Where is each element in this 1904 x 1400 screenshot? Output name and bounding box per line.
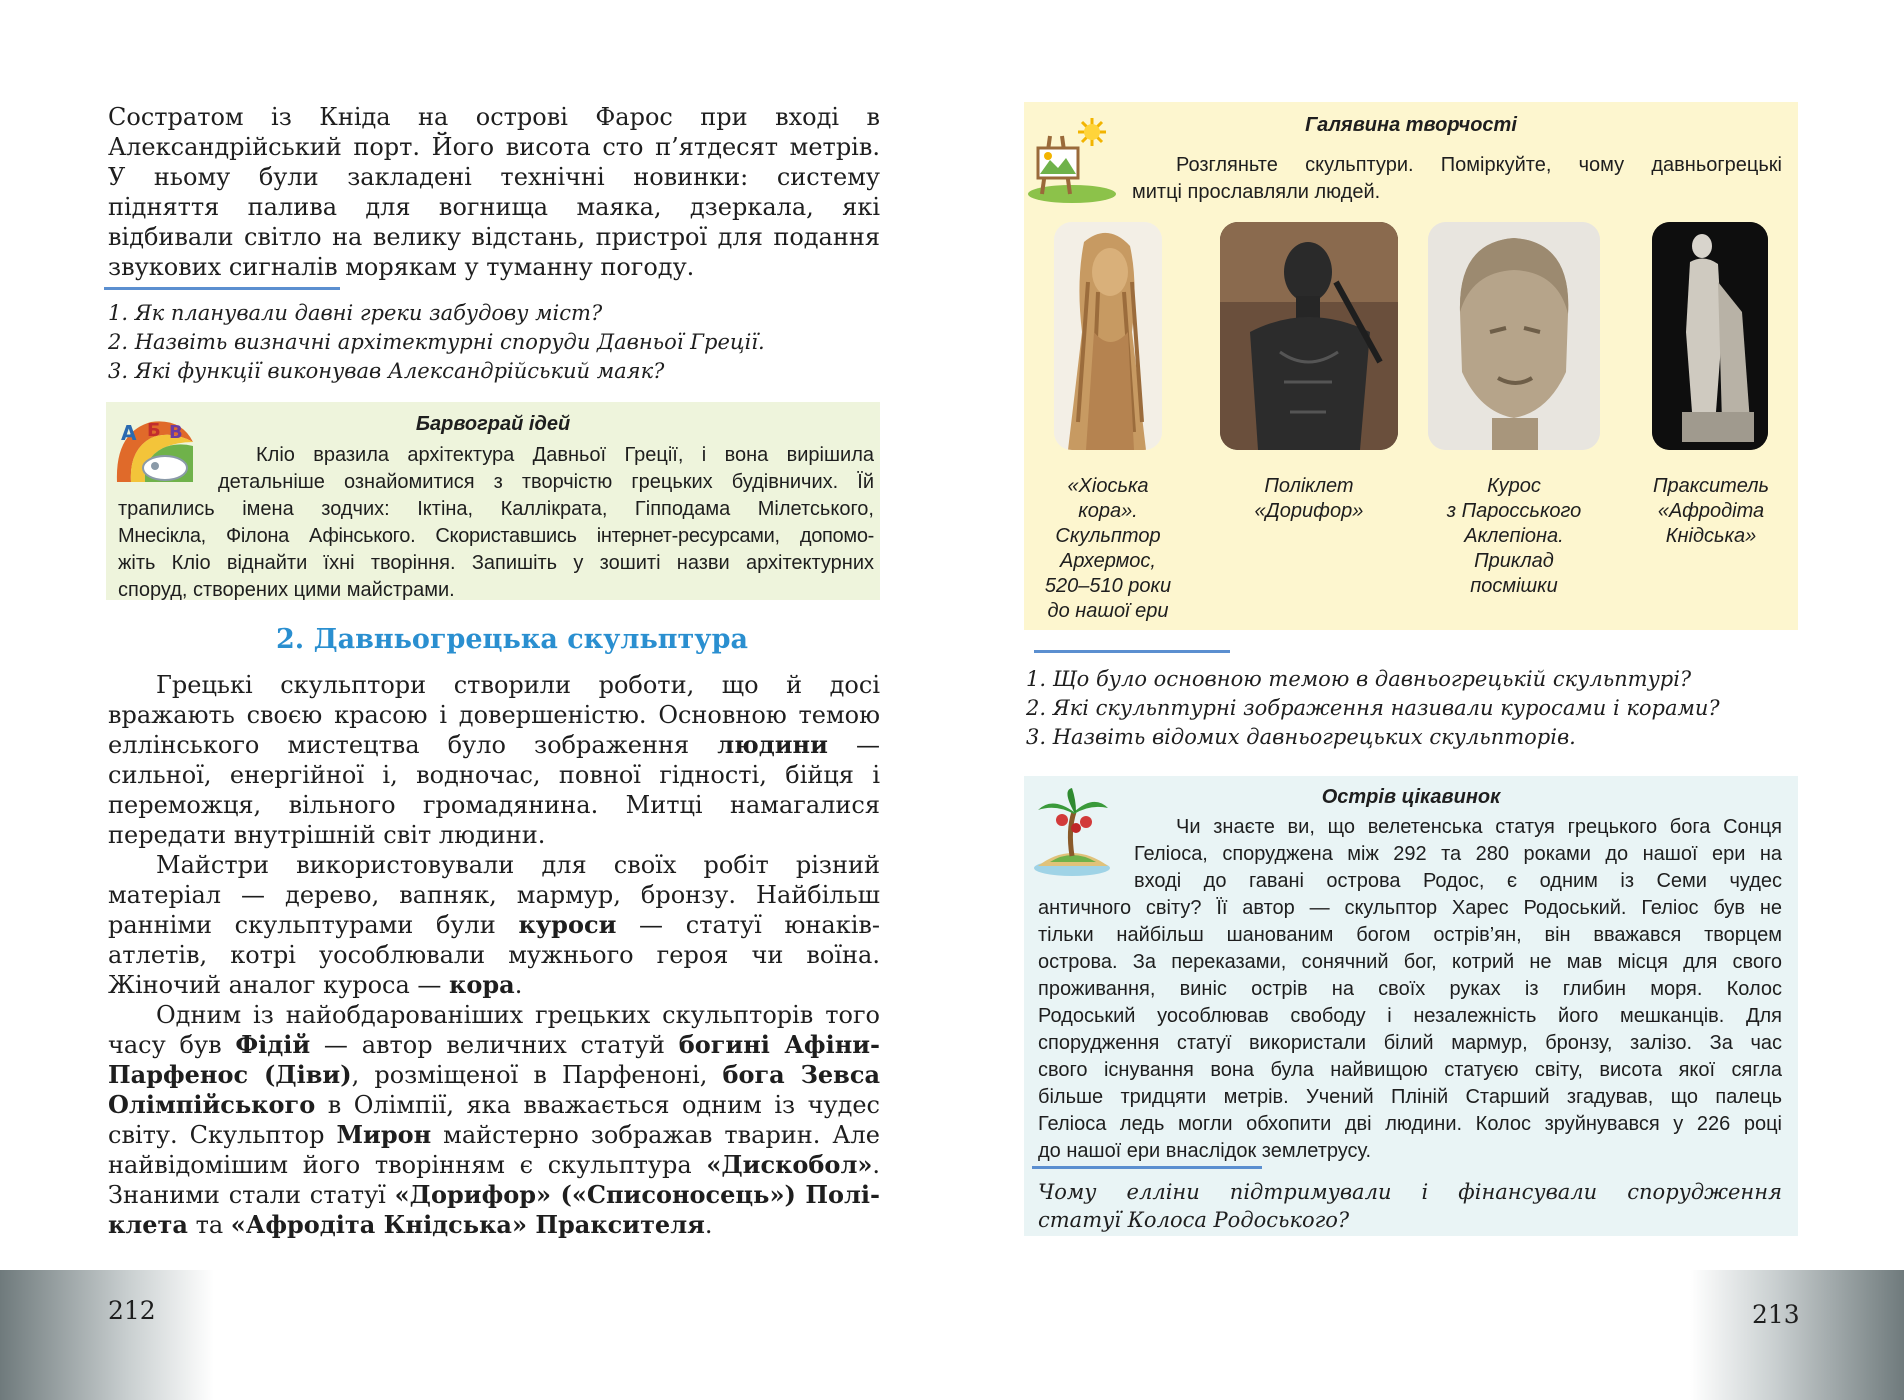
bold-term: богині Афіни-Парфенос (Діви)	[108, 1030, 881, 1089]
text-line: Кліо вразила архітектура Давньої Греції, і вона вирішила	[256, 444, 874, 466]
caption-line: кора».	[1078, 500, 1138, 522]
text-line: Чи знаєте ви, що велетенська статуя грецького бога Сонця	[1176, 816, 1782, 838]
text-line: Геліоса, споруджена між 292 та 280 роками до нашої ери на	[1134, 843, 1782, 865]
text-line: жіть Кліо віднайти їхні творіння. Запишіть у зошиті назви архітектурних	[118, 552, 874, 574]
paragraph	[108, 1000, 880, 1240]
main-text	[108, 670, 880, 1240]
bold-term: Мирон	[336, 1120, 432, 1149]
bold-term: бога Зевса Олімпійського	[108, 1060, 880, 1119]
page-footer-band	[1690, 1270, 1904, 1400]
box-title: Галявина творчості	[1305, 114, 1517, 136]
text-line: Состратом із Кніда на острові Фарос при вході в	[108, 103, 880, 131]
box-text	[1132, 152, 1782, 206]
kouros-statue-image	[1428, 222, 1600, 450]
text-line: Чому елліни підтримували і фінансували спорудження	[1038, 1180, 1782, 1204]
statue-caption	[1038, 474, 1178, 624]
text-run: — статуї юнаків-атлетів, котрі уособлювали мужнього героя чи воїна. Жіночий аналог куроса —	[108, 911, 881, 999]
statue-caption	[1429, 474, 1599, 599]
question: 1. Як планували давні греки забудову міст?	[108, 301, 603, 325]
caption-line: Кнідська»	[1665, 525, 1757, 547]
text-run: — автор величних статуй	[310, 1031, 679, 1059]
caption-line: «Дорифор»	[1254, 500, 1364, 522]
text-run: Одним із найобдарованіших грецьких скульпторів того часу був	[108, 1001, 880, 1059]
caption-line: Курос	[1487, 475, 1541, 497]
text-run: та	[187, 1211, 231, 1239]
text-run: .	[704, 1211, 713, 1239]
caption-line: 520–510 роки	[1044, 575, 1172, 597]
creativity-box	[1024, 102, 1798, 630]
curiosities-box	[1024, 776, 1798, 1236]
text-run: Майстри використовували для своїх робіт різний матеріал — дерево, вапняк, мармур, бронзу. Найбільш ранніми скульптурами були	[108, 851, 880, 939]
text-line: Геліоса ледь могли обхопити дві людини. Колос зруйнувався у 226 році	[1038, 1113, 1782, 1135]
bold-term: куроси	[518, 910, 617, 939]
text-line: спорудження статуї використали білий мармур, бронзу, залізо. За час	[1038, 1032, 1782, 1054]
text-line: до нашої ери внаслідок землетрусу.	[1038, 1140, 1372, 1162]
text-line: тільки найбільш шанованим богом острів’ян, він вважався творцем	[1038, 924, 1782, 946]
text-line: статуї Колоса Родоського?	[1038, 1208, 1350, 1232]
caption-line: Поліклет	[1264, 475, 1354, 497]
caption-line: Скульптор	[1055, 525, 1161, 547]
text-line: звукових сигналів морякам у туманну погоду.	[108, 253, 695, 281]
text-line: більше тридцяти метрів. Учений Пліній Старший згадував, що палець	[1038, 1086, 1782, 1108]
text-line: митці прославляли людей.	[1132, 181, 1381, 203]
question: 2. Які скульптурні зображення називали куросами і корами?	[1026, 696, 1720, 720]
box-title: Острів цікавинок	[1321, 786, 1501, 808]
text-line: споруд, створених цими майстрами.	[118, 579, 455, 601]
box-question	[1038, 1178, 1782, 1234]
paragraph	[108, 850, 880, 1000]
statue-caption	[1224, 474, 1394, 524]
text-line: трапились імена зодчих: Іктіна, Каллікрата, Гіпподама Мілетського,	[118, 498, 874, 520]
text-line: Мнесікла, Філона Афінського. Скориставшись інтернет-ресурсами, допомо-	[118, 525, 874, 547]
divider	[1034, 650, 1230, 653]
text-run: , розміщеної в Парфеноні,	[351, 1061, 723, 1089]
caption-line: посмішки	[1470, 575, 1558, 597]
divider	[104, 287, 340, 290]
bold-term: людини	[717, 730, 828, 759]
page-number: 212	[108, 1296, 156, 1325]
text-run: . Знаними стали статуї	[108, 1151, 880, 1209]
text-line: Александрійський порт. Його висота сто п’ятдесят метрів.	[108, 133, 880, 161]
svg-text:А: А	[121, 421, 137, 445]
caption-line: до нашої ери	[1047, 600, 1169, 622]
page-footer-band	[0, 1270, 214, 1400]
kore-statue-image	[1054, 222, 1162, 450]
divider	[1032, 1166, 1262, 1169]
text-line: Родоський уособлював свободу і незалежність його мешканців. Для	[1038, 1005, 1782, 1027]
text-run: Грецькі скульптори створили роботи, що й досі вражають своєю красою і довершеністю. Основною темою еллінського мистецтва було зображення	[108, 671, 880, 759]
question: 2. Назвіть визначні архітектурні споруди Давньої Греції.	[108, 330, 765, 354]
bold-term: кора	[449, 970, 515, 999]
caption-line: «Афродіта	[1657, 500, 1765, 522]
text-run: в Олімпії, яка вважається одним із чудес світу. Скульптор	[108, 1091, 880, 1149]
bold-term: «Дискобол»	[706, 1150, 873, 1179]
caption-line: Приклад	[1474, 550, 1554, 572]
svg-text:Б: Б	[147, 420, 161, 441]
box-text	[1038, 814, 1782, 1165]
text-line: проживання, виніс острів на своїх руках із глибин моря. Колос	[1038, 978, 1782, 1000]
caption-line: «Хіоська	[1067, 475, 1149, 497]
statue-caption	[1634, 474, 1788, 549]
caption-line: Аклепіона.	[1464, 525, 1564, 547]
text-line: детальніше ознайомитися з творчістю грецьких будівничих. Їй	[218, 471, 874, 493]
text-line: свого існування вона була найвищою статуєю світу, висота якої сягла	[1038, 1059, 1782, 1081]
intro-paragraph	[108, 102, 880, 282]
text-line: Розгляньте скульптури. Поміркуйте, чому давньогрецькі	[1176, 154, 1782, 176]
text-line: відбивали світло на велику відстань, пристрої для подання	[108, 223, 880, 251]
review-questions	[1026, 665, 1720, 752]
bold-term: «Дорифор» («Списоносець») Полі-клета	[108, 1180, 880, 1239]
question: 3. Назвіть відомих давньогрецьких скульпторів.	[1026, 725, 1576, 749]
right-page	[952, 0, 1904, 1400]
bold-term: «Афродіта Кнідська» Праксителя	[230, 1210, 705, 1239]
svg-text:В: В	[169, 422, 183, 443]
question: 3. Які функції виконував Александрійський маяк?	[108, 359, 665, 383]
text-line: вході до гавані острова Родос, є одним із Семи чудес	[1134, 870, 1782, 892]
question: 1. Що було основною темою в давньогрецькій скульптурі?	[1026, 667, 1692, 691]
text-run: .	[514, 971, 523, 999]
text-line: У ньому були закладені технічні новинки: систему	[108, 163, 880, 191]
box-title: Барвограй ідей	[415, 413, 571, 435]
text-line: острова. За переказами, сонячний бог, котрий не мав місця для свого	[1038, 951, 1782, 973]
ideas-box	[106, 402, 880, 600]
page-number: 213	[1752, 1300, 1800, 1329]
text-line: античного світу? Її автор — скульптор Харес Родоський. Геліос був не	[1038, 897, 1782, 919]
review-questions	[108, 299, 765, 386]
doryphoros-statue-image	[1220, 222, 1398, 450]
text-run: майстерно зображав тварин. Але найвідомішим його творінням є скульптура	[108, 1121, 881, 1179]
text-line: підняття палива для вогнища маяка, дзеркала, які	[108, 193, 880, 221]
bold-term: Фідій	[235, 1030, 311, 1059]
paragraph	[108, 670, 880, 850]
caption-line: з Паросського	[1446, 500, 1582, 522]
caption-line: Архермос,	[1060, 550, 1156, 572]
text-run: — сильної, енергійної і, водночас, повної гідності, бійця і переможця, вільного громадянина. Митці намагалися передати внутрішній світ людини.	[108, 731, 880, 849]
aphrodite-statue-image	[1652, 222, 1768, 450]
caption-line: Пракситель	[1653, 475, 1769, 497]
box-text	[118, 442, 874, 604]
section-heading: 2. Давньогрецька скульптура	[276, 624, 748, 655]
